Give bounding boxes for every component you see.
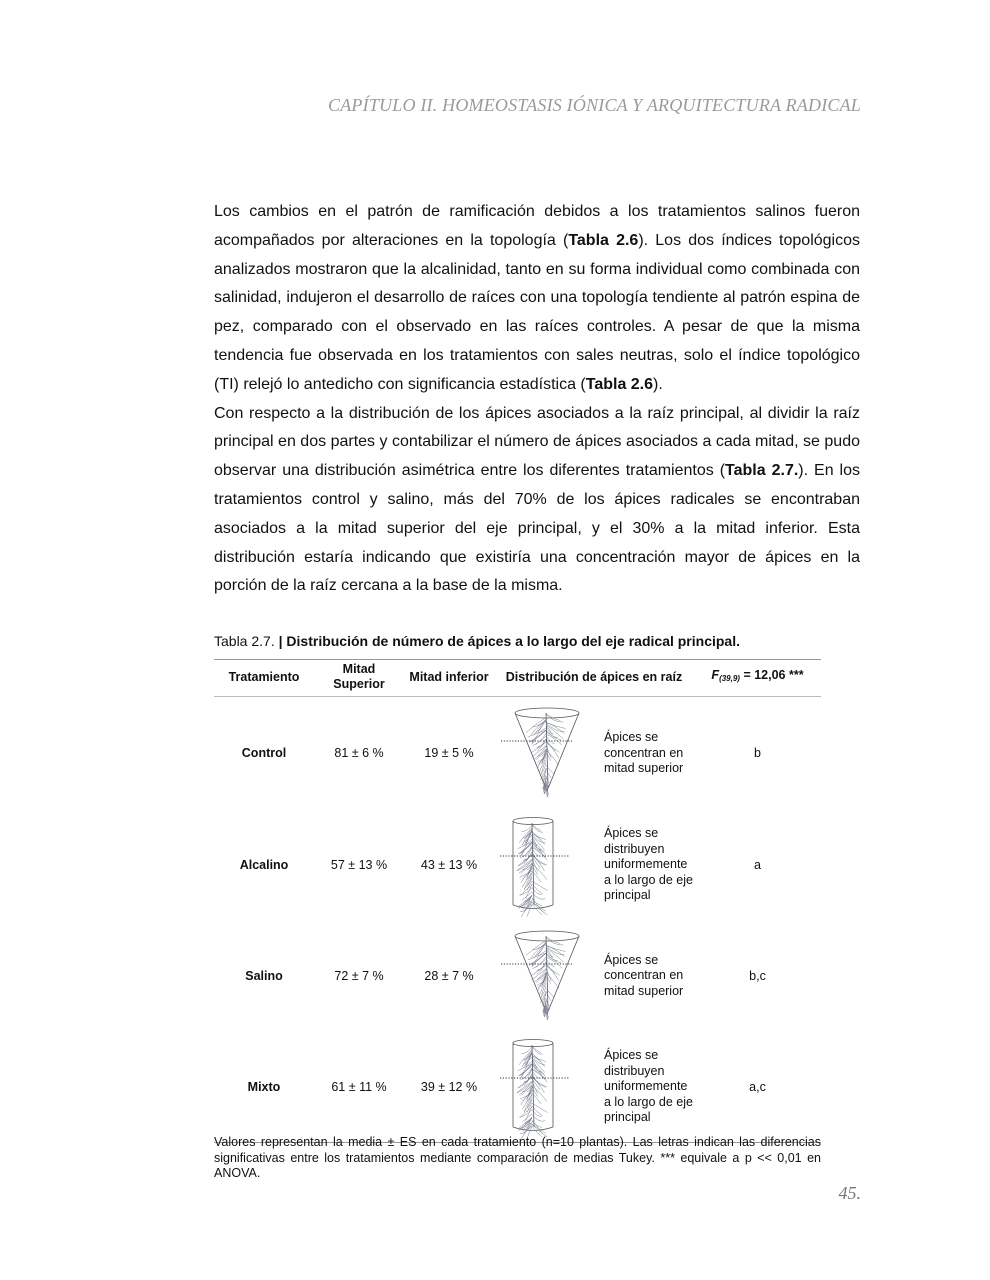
cone-root-diagram	[497, 924, 597, 1028]
header-lower-half: Mitad inferior	[404, 660, 494, 697]
table-caption-label: Tabla 2.7.	[214, 633, 279, 649]
significance-group: a	[754, 858, 761, 872]
fstat-f: F	[711, 668, 720, 682]
paragraph-text: ). Los dos índices topológicos analizados mostraron que la alcalinidad, tanto en su forma individual como combinada con salinidad, indujeron el desarrollo de raíces con una topología tendiente al patrón espina de pez, comparado con el observado en las raíces controles. A pesar de que la misma tendencia fue observada en los tratamientos con sales neutras, solo el índice topológico (TI) relejó lo antedicho con significancia estadística (	[214, 231, 860, 393]
root-diagram-cell	[494, 921, 600, 1032]
cone-root-diagram	[497, 701, 597, 805]
body-text	[214, 198, 860, 601]
apex-distribution-table	[214, 659, 821, 1143]
paragraph-text: ). En los tratamientos control y salino, más del 70% de los ápices radicales se encontraban asociados a la mitad superior del eje principal, y el 30% a la mitad inferior. Esta distribución estaría indicando que existiría una concentración mayor de ápices en la porción de la raíz cercana a la base de la misma.	[214, 462, 860, 595]
upper-half-cell: 57 ± 13 %	[330, 858, 388, 872]
fstat-value: = 12,06 ***	[739, 668, 804, 682]
distribution-description: Ápices se distribuyen uniformemente a lo largo de eje principal	[600, 1032, 694, 1143]
distribution-description: Ápices se distribuyen uniformemente a lo largo de eje principal	[604, 826, 693, 903]
table-reference: Tabla 2.6	[568, 231, 639, 249]
header-upper-half: Mitad Superior	[314, 660, 404, 697]
table-row	[214, 921, 821, 1032]
treatment-cell: Alcalino	[239, 858, 289, 872]
lower-half-cell: 28 ± 7 %	[424, 969, 474, 983]
distribution-description: Ápices se concentran en mitad superior	[604, 952, 684, 998]
significance-group: b	[754, 746, 761, 761]
cylinder-root-diagram	[497, 1035, 597, 1139]
fstat-subscript: (39,9)	[719, 674, 740, 683]
treatment-cell: Mixto	[214, 1032, 314, 1143]
table-row	[214, 1032, 821, 1143]
table-reference: Tabla 2.6	[585, 375, 654, 393]
treatment-cell: Salino	[245, 969, 283, 983]
page-number: 45.	[838, 1183, 861, 1203]
lower-half-cell: 39 ± 12 %	[404, 1032, 494, 1143]
paragraph-topology	[214, 198, 860, 400]
significance-group: a,c	[694, 1032, 821, 1143]
root-diagram-cell	[494, 1032, 600, 1143]
paragraph-text: ).	[653, 375, 663, 393]
root-diagram-cell	[494, 697, 600, 810]
table-header-row	[214, 660, 821, 697]
running-header: CAPÍTULO II. HOMEOSTASIS IÓNICA Y ARQUITECTURA RADICAL	[328, 95, 861, 115]
cylinder-root-diagram	[497, 813, 597, 917]
lower-half-cell: 19 ± 5 %	[424, 746, 474, 761]
root-diagram-cell	[494, 810, 600, 921]
paragraph-apex-distribution	[214, 400, 860, 602]
lower-half-cell: 43 ± 13 %	[420, 858, 478, 872]
upper-half-cell: 72 ± 7 %	[334, 969, 384, 983]
treatment-cell: Control	[241, 746, 287, 761]
header-fstat	[694, 660, 821, 697]
upper-half-cell: 61 ± 11 %	[314, 1032, 404, 1143]
significance-group: b,c	[749, 969, 766, 983]
table-row	[214, 810, 821, 921]
table-body	[214, 697, 821, 1143]
paragraph-text: Los cambios en el patrón de ramificación debidos a los tratamientos salinos fueron acompañados por alteraciones en la topología (	[214, 203, 860, 249]
paragraph-text: Con respecto a la distribución de los ápices asociados a la raíz principal, al dividir la raíz principal en dos partes y contabilizar el número de ápices asociados a cada mitad, se pudo observar una distribución asimétrica entre los diferentes tratamientos (	[214, 404, 860, 480]
table-caption	[214, 633, 740, 649]
table-footnote: Valores representan la media ± ES en cada tratamiento (n=10 plantas). Las letras indican las diferencias significativas entre los tratamientos mediante comparación de medias Tukey. *** equivale a p << 0,01 en ANOVA.	[214, 1135, 821, 1180]
table-caption-title: | Distribución de número de ápices a lo largo del eje radical principal.	[278, 633, 740, 649]
table-row	[214, 697, 821, 810]
header-distribution: Distribución de ápices en raíz	[494, 660, 694, 697]
upper-half-cell: 81 ± 6 %	[334, 746, 384, 761]
header-treatment: Tratamiento	[214, 660, 314, 697]
distribution-description: Ápices se concentran en mitad superior	[604, 730, 684, 775]
table-reference: Tabla 2.7.	[725, 462, 799, 480]
